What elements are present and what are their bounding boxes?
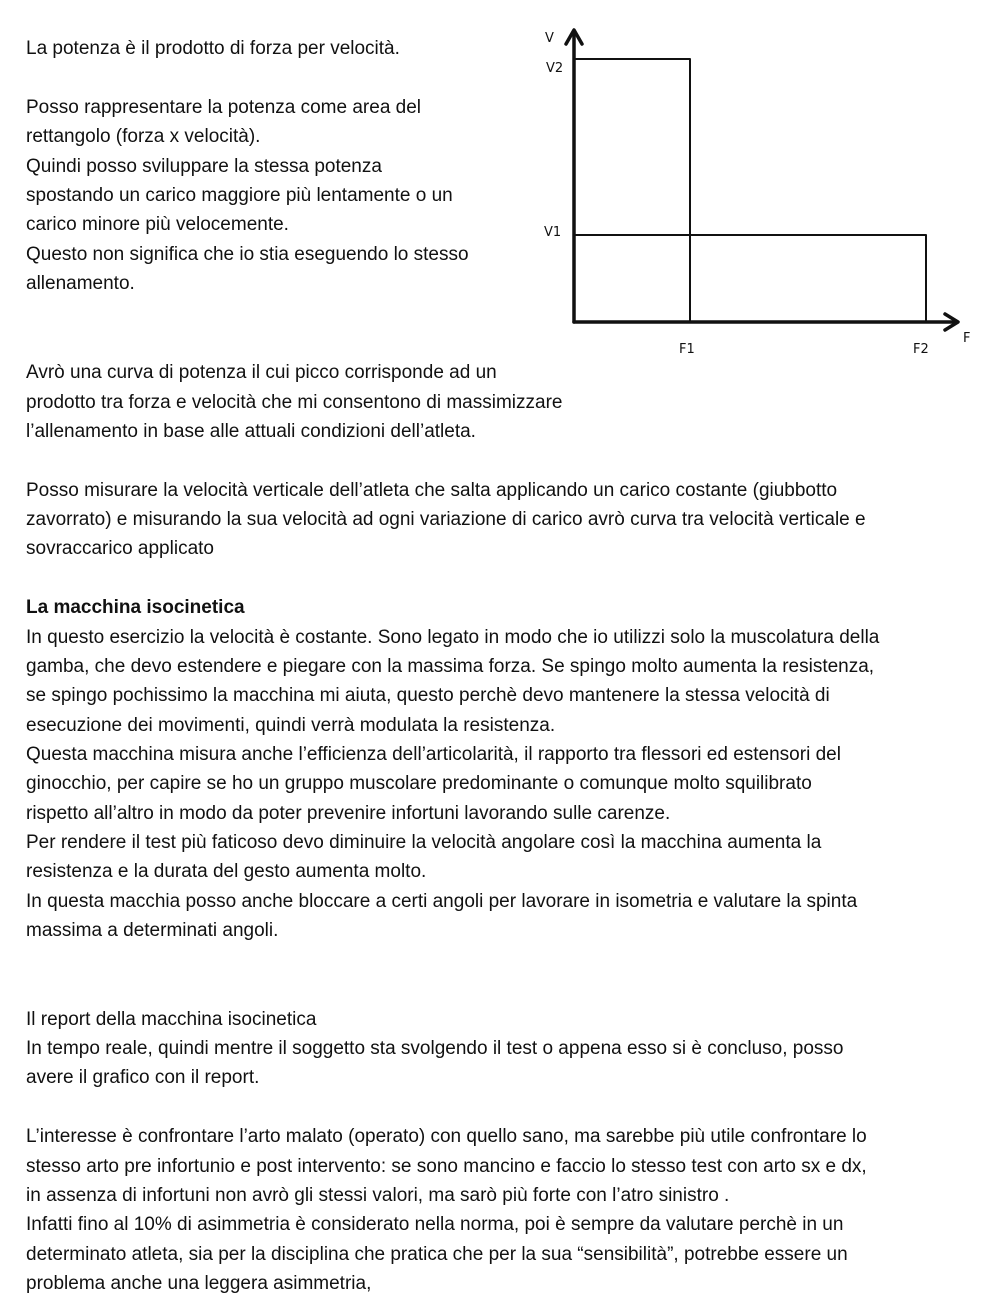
curve-line: Avrò una curva di potenza il cui picco corrisponde ad un: [26, 362, 497, 383]
measure-line: zavorrato) e misurando la sua velocità ad ogni variazione di carico avrò curva tra velocità verticale e: [26, 509, 866, 530]
intro-line: Questo non significa che io stia eseguendo lo stesso: [26, 244, 469, 265]
intro-line: La potenza è il prodotto di forza per velocità.: [26, 38, 400, 59]
rectangle-f2-v1: [574, 235, 926, 322]
report-line: avere il grafico con il report.: [26, 1067, 260, 1088]
isokinetic-line: esecuzione dei movimenti, quindi verrà modulata la resistenza.: [26, 715, 556, 736]
f2-label: F2: [913, 342, 929, 357]
isokinetic-line: gamba, che devo estendere e piegare con la massima forza. Se spingo molto aumenta la resistenza,: [26, 656, 875, 677]
y-axis-label: V: [545, 31, 554, 46]
comparison-line: determinato atleta, sia per la disciplina che pratica che per la sua “sensibilità”, potrebbe essere un: [26, 1244, 848, 1265]
comparison-line: in assenza di infortuni non avrò gli stessi valori, ma sarò più forte con l’atro sinistro .: [26, 1185, 730, 1206]
v2-label: V2: [546, 61, 564, 76]
isokinetic-heading: La macchina isocinetica: [26, 597, 245, 618]
intro-line: Posso rappresentare la potenza come area del: [26, 97, 422, 118]
intro-line: spostando un carico maggiore più lentamente o un: [26, 185, 453, 206]
isokinetic-line: massima a determinati angoli.: [26, 920, 279, 941]
x-axis-label: F: [963, 331, 971, 346]
isokinetic-line: ginocchio, per capire se ho un gruppo muscolare predominante o comunque molto squilibrato: [26, 773, 812, 794]
intro-line: rettangolo (forza x velocità).: [26, 126, 261, 147]
comparison-line: stesso arto pre infortunio e post intervento: se sono mancino e faccio lo stesso test con arto sx e dx,: [26, 1156, 867, 1177]
curve-line: l’allenamento in base alle attuali condizioni dell’atleta.: [26, 421, 476, 442]
isokinetic-line: Questa macchina misura anche l’efficienza dell’articolarità, il rapporto tra flessori ed estensori del: [26, 744, 841, 765]
comparison-line: problema anche una leggera asimmetria,: [26, 1273, 372, 1294]
comparison-line: L’interesse è confrontare l’arto malato (operato) con quello sano, ma sarebbe più utile confrontare lo: [26, 1126, 867, 1147]
isokinetic-line: rispetto all’altro in modo da poter prevenire infortuni lavorando sulle carenze.: [26, 803, 671, 824]
isokinetic-line: In questo esercizio la velocità è costante. Sono legato in modo che io utilizzi solo la muscolatura della: [26, 627, 880, 648]
isokinetic-line: In questa macchia posso anche bloccare a certi angoli per lavorare in isometria e valutare la spinta: [26, 891, 858, 912]
intro-line: carico minore più velocemente.: [26, 214, 289, 235]
report-line: In tempo reale, quindi mentre il soggetto sta svolgendo il test o appena esso si è concluso, posso: [26, 1038, 844, 1059]
v1-label: V1: [544, 225, 562, 240]
power-rectangles-diagram: [0, 0, 1000, 370]
intro-line: Quindi posso sviluppare la stessa potenza: [26, 156, 382, 177]
isokinetic-line: se spingo pochissimo la macchina mi aiuta, questo perchè devo mantenere la stessa velocità di: [26, 685, 830, 706]
measure-line: sovraccarico applicato: [26, 538, 214, 559]
intro-line: allenamento.: [26, 273, 135, 294]
curve-line: prodotto tra forza e velocità che mi consentono di massimizzare: [26, 392, 563, 413]
isokinetic-line: resistenza e la durata del gesto aumenta molto.: [26, 861, 427, 882]
isokinetic-line: Per rendere il test più faticoso devo diminuire la velocità angolare così la macchina aumenta la: [26, 832, 822, 853]
comparison-line: Infatti fino al 10% di asimmetria è considerato nella norma, poi è sempre da valutare perchè in un: [26, 1214, 844, 1235]
measure-line: Posso misurare la velocità verticale dell’atleta che salta applicando un carico costante (giubbotto: [26, 480, 838, 501]
f1-label: F1: [679, 342, 695, 357]
rectangle-f1-v2: [574, 59, 690, 322]
report-title: Il report della macchina isocinetica: [26, 1009, 317, 1030]
